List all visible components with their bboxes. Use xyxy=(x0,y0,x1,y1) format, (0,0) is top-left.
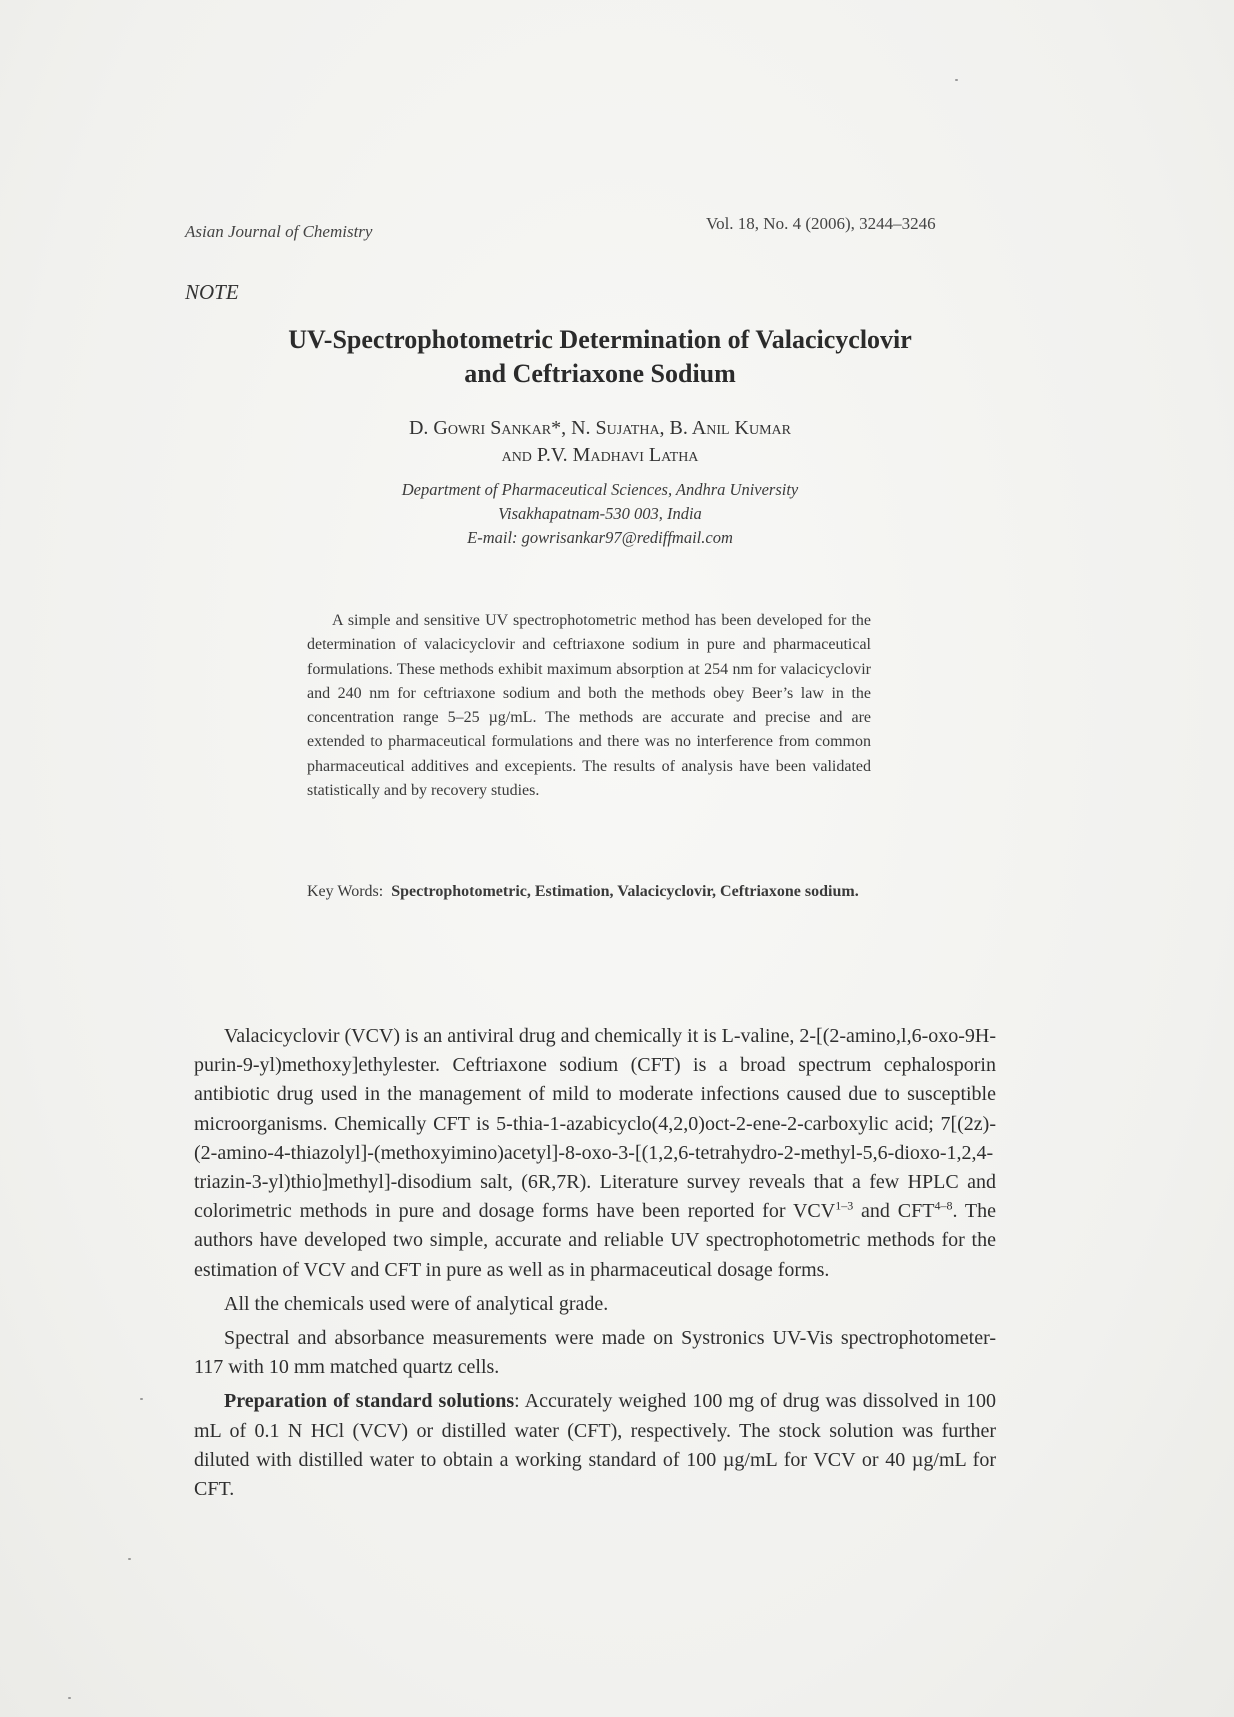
authors-line-1: D. Gowri Sankar*, N. Sujatha, B. Anil Kumar xyxy=(408,417,792,439)
paper-title xyxy=(150,323,1050,391)
volume-info: Vol. 18, No. 4 (2006), 3244–3246 xyxy=(706,214,936,233)
citation-vcv: 1–3 xyxy=(835,1198,854,1213)
section-heading-standard-solutions: Preparation of standard solutions xyxy=(224,1390,515,1413)
note-label: NOTE xyxy=(185,280,239,304)
body-paragraph-3: Spectral and absorbance measurements were made on Systronics UV-Vis spectrophotometer-117 with 10 mm matched quartz cells. xyxy=(194,1327,996,1379)
authors-line-2: and P.V. Madhavi Latha xyxy=(501,444,699,466)
scan-speck xyxy=(955,79,958,81)
body-p1-part1: Valacicyclovir (VCV) is an antiviral drug and chemically it is L-valine, 2-[(2-amino,l,6-oxo-9H-purin-9-yl)methoxy]ethylester. Ceftriaxone sodium (CFT) is a broad spectrum cephalosporin antibiotic drug used in the management of mild to moderate infections caused due to susceptible microorganisms. Chemically CFT is 5-thia-1-azabicyclo(4,2,0)oct-2-ene-2-carboxylic acid; 7[(2z)-(2-amino-4-thiazolyl]-(methoxyimino)acetyl]-8-oxo-3-[(1,2,6-tetrahydro-2-methyl-5,6-dioxo-1,2,4-triazin-3-yl)thio]methyl]-disodium salt, (6R,7R). Literature survey reveals that a few HPLC and colorimetric methods in pure and dosage forms have been reported for VCV xyxy=(194,1025,996,1223)
body-text xyxy=(194,1022,996,1509)
body-p1-part2: and CFT xyxy=(853,1200,935,1223)
affiliation-department: Department of Pharmaceutical Sciences, Andhra University xyxy=(401,480,799,499)
body-paragraph-4 xyxy=(194,1387,996,1504)
scan-speck xyxy=(128,1558,131,1560)
scan-speck xyxy=(140,1398,143,1400)
keywords-text: Spectrophotometric, Estimation, Valacicyclovir, Ceftriaxone sodium. xyxy=(391,883,859,900)
journal-name: Asian Journal of Chemistry xyxy=(185,222,373,241)
keywords-label: Key Words: xyxy=(307,883,384,900)
citation-cft: 4–8 xyxy=(934,1198,953,1213)
authors xyxy=(230,415,970,469)
abstract: A simple and sensitive UV spectrophotometric method has been developed for the determination of valacicyclovir and ceftriaxone sodium in pure and pharmaceutical formulations. These methods exhibit maximum absorption at 254 nm for valacicyclovir and 240 nm for ceftriaxone sodium and both the methods obey Beer’s law in the concentration range 5–25 µg/mL. The methods are accurate and precise and are extended to pharmaceutical formulations and there was no interference from common pharmaceutical additives and excepients. The results of analysis have been validated statistically and by recovery studies. xyxy=(307,612,871,800)
affiliation-city: Visakhapatnam-530 003, India xyxy=(498,504,702,523)
title-line-1: UV-Spectrophotometric Determination of Valacicyclovir xyxy=(288,325,912,354)
body-paragraph-2: All the chemicals used were of analytical grade. xyxy=(224,1292,609,1315)
body-p4-text: : Accurately weighed 100 mg of drug was dissolved in 100 mL of 0.1 N HCl (VCV) or distilled water (CFT), respectively. The stock solution was further diluted with distilled water to obtain a working standard of 100 µg/mL for VCV or 40 µg/mL for CFT. xyxy=(194,1390,996,1501)
affiliation xyxy=(230,478,970,550)
affiliation-email: E-mail: gowrisankar97@rediffmail.com xyxy=(467,528,733,547)
body-paragraph-1 xyxy=(194,1022,996,1285)
scan-speck xyxy=(68,1697,71,1699)
body-p1-part3: . The authors have developed two simple, accurate and reliable UV spectrophotometric methods for the estimation of VCV and CFT in pure as well as in pharmaceutical dosage forms. xyxy=(194,1200,997,1281)
keywords xyxy=(307,880,882,905)
title-line-2: and Ceftriaxone Sodium xyxy=(464,359,736,388)
